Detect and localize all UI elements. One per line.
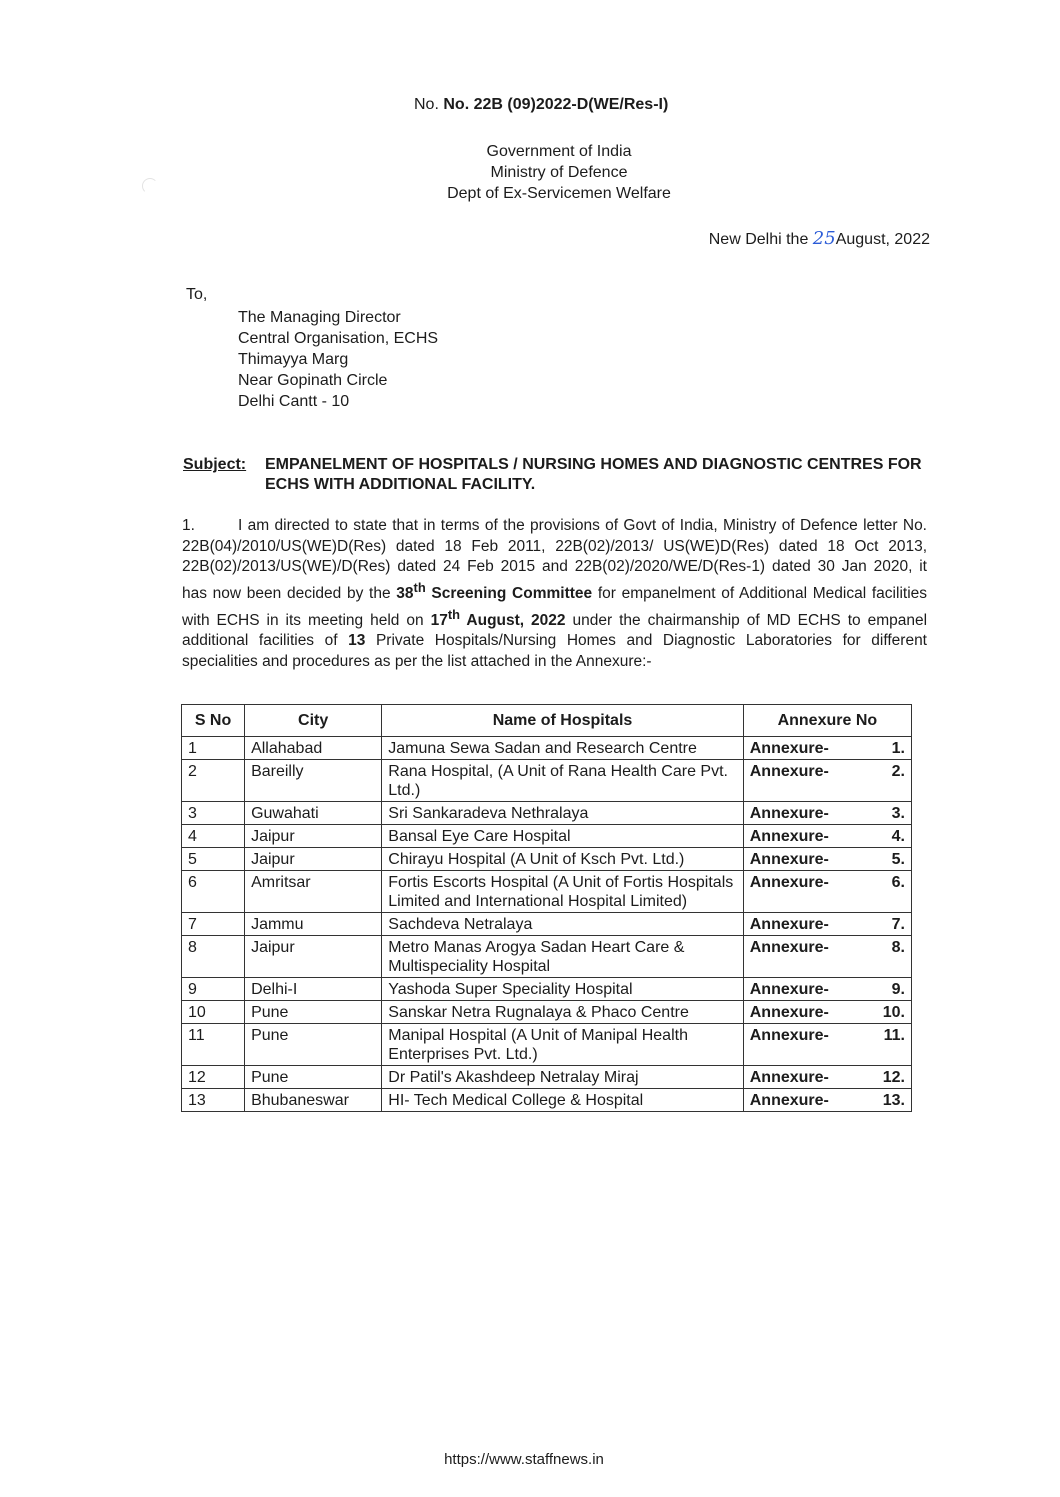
cell-hospital-name: Yashoda Super Speciality Hospital <box>382 978 743 1001</box>
annexure-label: Annexure- <box>749 939 829 956</box>
ref-number: No. 22B (09)2022-D(WE/Res-I) <box>443 96 669 113</box>
cell-sno: 6 <box>182 871 245 913</box>
cell-hospital-name: Manipal Hospital (A Unit of Manipal Health Enterprises Pvt. Ltd.) <box>382 1024 743 1066</box>
paragraph-part3: under the chairmanship of MD ECHS to empanel additional facilities of <box>182 611 928 650</box>
facility-count: 13 <box>348 632 366 650</box>
cell-annexure <box>743 871 911 913</box>
cell-city: Pune <box>245 1024 382 1066</box>
cell-city: Pune <box>245 1001 382 1024</box>
cell-sno: 13 <box>182 1089 245 1112</box>
reference-number <box>414 96 668 114</box>
address-line: Central Organisation, ECHS <box>238 330 439 347</box>
cell-annexure <box>743 1066 911 1089</box>
annexure-number: 6. <box>891 874 905 891</box>
cell-hospital-name: Sri Sankaradeva Nethralaya <box>382 802 743 825</box>
table-row <box>182 1024 912 1066</box>
table-row <box>182 1001 912 1024</box>
annexure-label: Annexure- <box>749 828 829 845</box>
cell-annexure <box>743 1089 911 1112</box>
table-row <box>182 1089 912 1112</box>
table-row <box>182 978 912 1001</box>
cell-city: Jammu <box>245 913 382 936</box>
cell-sno: 7 <box>182 913 245 936</box>
paragraph-number: 1. <box>182 517 195 534</box>
cell-annexure <box>743 936 911 978</box>
annexure-number: 9. <box>891 981 905 998</box>
cell-hospital-name: Sanskar Netra Rugnalaya & Phaco Centre <box>382 1001 743 1024</box>
cell-hospital-name: Chirayu Hospital (A Unit of Ksch Pvt. Ltd.) <box>382 848 743 871</box>
cell-annexure <box>743 760 911 802</box>
cell-city: Amritsar <box>245 871 382 913</box>
date-suffix: August, 2022 <box>835 231 930 248</box>
annexure-label: Annexure- <box>749 805 829 822</box>
header-sno: S No <box>182 705 245 737</box>
cell-sno: 10 <box>182 1001 245 1024</box>
cell-sno: 5 <box>182 848 245 871</box>
cell-city: Jaipur <box>245 936 382 978</box>
table-row <box>182 760 912 802</box>
cell-sno: 9 <box>182 978 245 1001</box>
table-row <box>182 848 912 871</box>
table-body <box>182 737 912 1112</box>
annexure-number: 12. <box>882 1069 905 1086</box>
annexure-number: 8. <box>891 939 905 956</box>
annexure-label: Annexure- <box>749 1092 829 1109</box>
header-city: City <box>245 705 382 737</box>
recipient-address <box>238 307 438 412</box>
cell-annexure <box>743 825 911 848</box>
table-row <box>182 825 912 848</box>
paragraph-part2: for empanelment of Additional Medical facilities with ECHS in its meeting held on <box>182 584 928 629</box>
table-row <box>182 737 912 760</box>
annexure-label: Annexure- <box>749 740 829 757</box>
cell-sno: 11 <box>182 1024 245 1066</box>
cell-sno: 4 <box>182 825 245 848</box>
organization-block <box>0 141 1060 204</box>
committee-name: Screening Committee <box>431 584 593 602</box>
cell-city: Jaipur <box>245 825 382 848</box>
annexure-number: 13. <box>882 1092 905 1109</box>
table-row <box>182 802 912 825</box>
cell-sno: 1 <box>182 737 245 760</box>
ref-prefix: No. <box>414 96 439 113</box>
date-prefix: New Delhi the <box>708 231 809 248</box>
paragraph-part1: I am directed to state that in terms of the provisions of Govt of India, Ministry of Defence letter No. 22B(04)/2010/US(WE)D(Res) dated 18 Feb 2011, 22B(02)/2013/ US(WE)D(Res) dated 18 Oct 2013, 22B(02)/2013/US(WE)/D(Res) dated 24 Feb 2015 and 22B(02)/2020/WE/D(Res-1) dated 30 Jan 2020, it has now been decided by the <box>182 517 927 602</box>
date-day-handwritten: 25 <box>812 228 836 249</box>
annexure-number: 4. <box>891 828 905 845</box>
annexure-label: Annexure- <box>749 1069 829 1086</box>
cell-annexure <box>743 1001 911 1024</box>
address-line: Delhi Cantt - 10 <box>238 393 350 410</box>
table-row <box>182 913 912 936</box>
annexure-number: 5. <box>891 851 905 868</box>
cell-annexure <box>743 1024 911 1066</box>
cell-city: Guwahati <box>245 802 382 825</box>
address-line: Near Gopinath Circle <box>238 372 388 389</box>
org-government: Government of India <box>486 143 632 160</box>
header-annexure: Annexure No <box>743 705 911 737</box>
header-hospital-name: Name of Hospitals <box>382 705 743 737</box>
committee-ordinal: th <box>413 579 426 595</box>
annexure-label: Annexure- <box>749 1027 829 1044</box>
annexure-label: Annexure- <box>749 763 829 780</box>
cell-city: Allahabad <box>245 737 382 760</box>
cell-city: Jaipur <box>245 848 382 871</box>
cell-sno: 8 <box>182 936 245 978</box>
cell-sno: 2 <box>182 760 245 802</box>
annexure-number: 2. <box>891 763 905 780</box>
salutation: To, <box>186 286 208 303</box>
committee-number: 38 <box>396 584 414 602</box>
cell-annexure <box>743 978 911 1001</box>
hospital-table <box>181 704 912 1112</box>
cell-hospital-name: Bansal Eye Care Hospital <box>382 825 743 848</box>
subject-text: EMPANELMENT OF HOSPITALS / NURSING HOMES AND DIAGNOSTIC CENTRES FOR ECHS WITH ADDITIONAL FACILITY. <box>265 456 922 493</box>
annexure-label: Annexure- <box>749 916 829 933</box>
meeting-ordinal: th <box>447 606 461 622</box>
footer-url: https://www.staffnews.in <box>444 1451 604 1468</box>
subject-label: Subject: <box>183 456 247 473</box>
body-paragraph <box>182 516 927 672</box>
cell-sno: 12 <box>182 1066 245 1089</box>
table-row <box>182 871 912 913</box>
cell-hospital-name: Dr Patil's Akashdeep Netralay Miraj <box>382 1066 743 1089</box>
meeting-date: August, 2022 <box>466 611 566 629</box>
annexure-label: Annexure- <box>749 1004 829 1021</box>
annexure-number: 11. <box>883 1027 905 1044</box>
annexure-label: Annexure- <box>749 874 829 891</box>
table-row <box>182 1066 912 1089</box>
letter-date <box>709 228 930 249</box>
annexure-number: 7. <box>891 916 905 933</box>
table-row <box>182 936 912 978</box>
cell-city: Pune <box>245 1066 382 1089</box>
annexure-label: Annexure- <box>749 851 829 868</box>
cell-city: Delhi-I <box>245 978 382 1001</box>
annexure-number: 1. <box>891 740 905 757</box>
cell-hospital-name: HI- Tech Medical College & Hospital <box>382 1089 743 1112</box>
org-department: Dept of Ex-Servicemen Welfare <box>447 185 671 202</box>
subject-block <box>183 455 928 493</box>
cell-hospital-name: Rana Hospital, (A Unit of Rana Health Care Pvt. Ltd.) <box>382 760 743 802</box>
annexure-number: 10. <box>882 1004 905 1021</box>
meeting-day: 17 <box>430 611 448 629</box>
annexure-label: Annexure- <box>749 981 829 998</box>
cell-hospital-name: Jamuna Sewa Sadan and Research Centre <box>382 737 743 760</box>
org-ministry: Ministry of Defence <box>490 164 628 181</box>
cell-hospital-name: Metro Manas Arogya Sadan Heart Care & Multispeciality Hospital <box>382 936 743 978</box>
cell-city: Bareilly <box>245 760 382 802</box>
address-line: Thimayya Marg <box>238 351 349 368</box>
paragraph-part4: Private Hospitals/Nursing Homes and Diagnostic Laboratories for different specialities and procedures as per the list attached in the Annexure:- <box>182 632 927 670</box>
cell-annexure <box>743 737 911 760</box>
cell-hospital-name: Fortis Escorts Hospital (A Unit of Fortis Hospitals Limited and International Hospital Limited) <box>382 871 743 913</box>
table-header-row <box>182 705 912 737</box>
annexure-number: 3. <box>891 805 905 822</box>
cell-annexure <box>743 848 911 871</box>
cell-annexure <box>743 913 911 936</box>
cell-city: Bhubaneswar <box>245 1089 382 1112</box>
cell-sno: 3 <box>182 802 245 825</box>
cell-hospital-name: Sachdeva Netralaya <box>382 913 743 936</box>
address-line: The Managing Director <box>238 309 401 326</box>
cell-annexure <box>743 802 911 825</box>
